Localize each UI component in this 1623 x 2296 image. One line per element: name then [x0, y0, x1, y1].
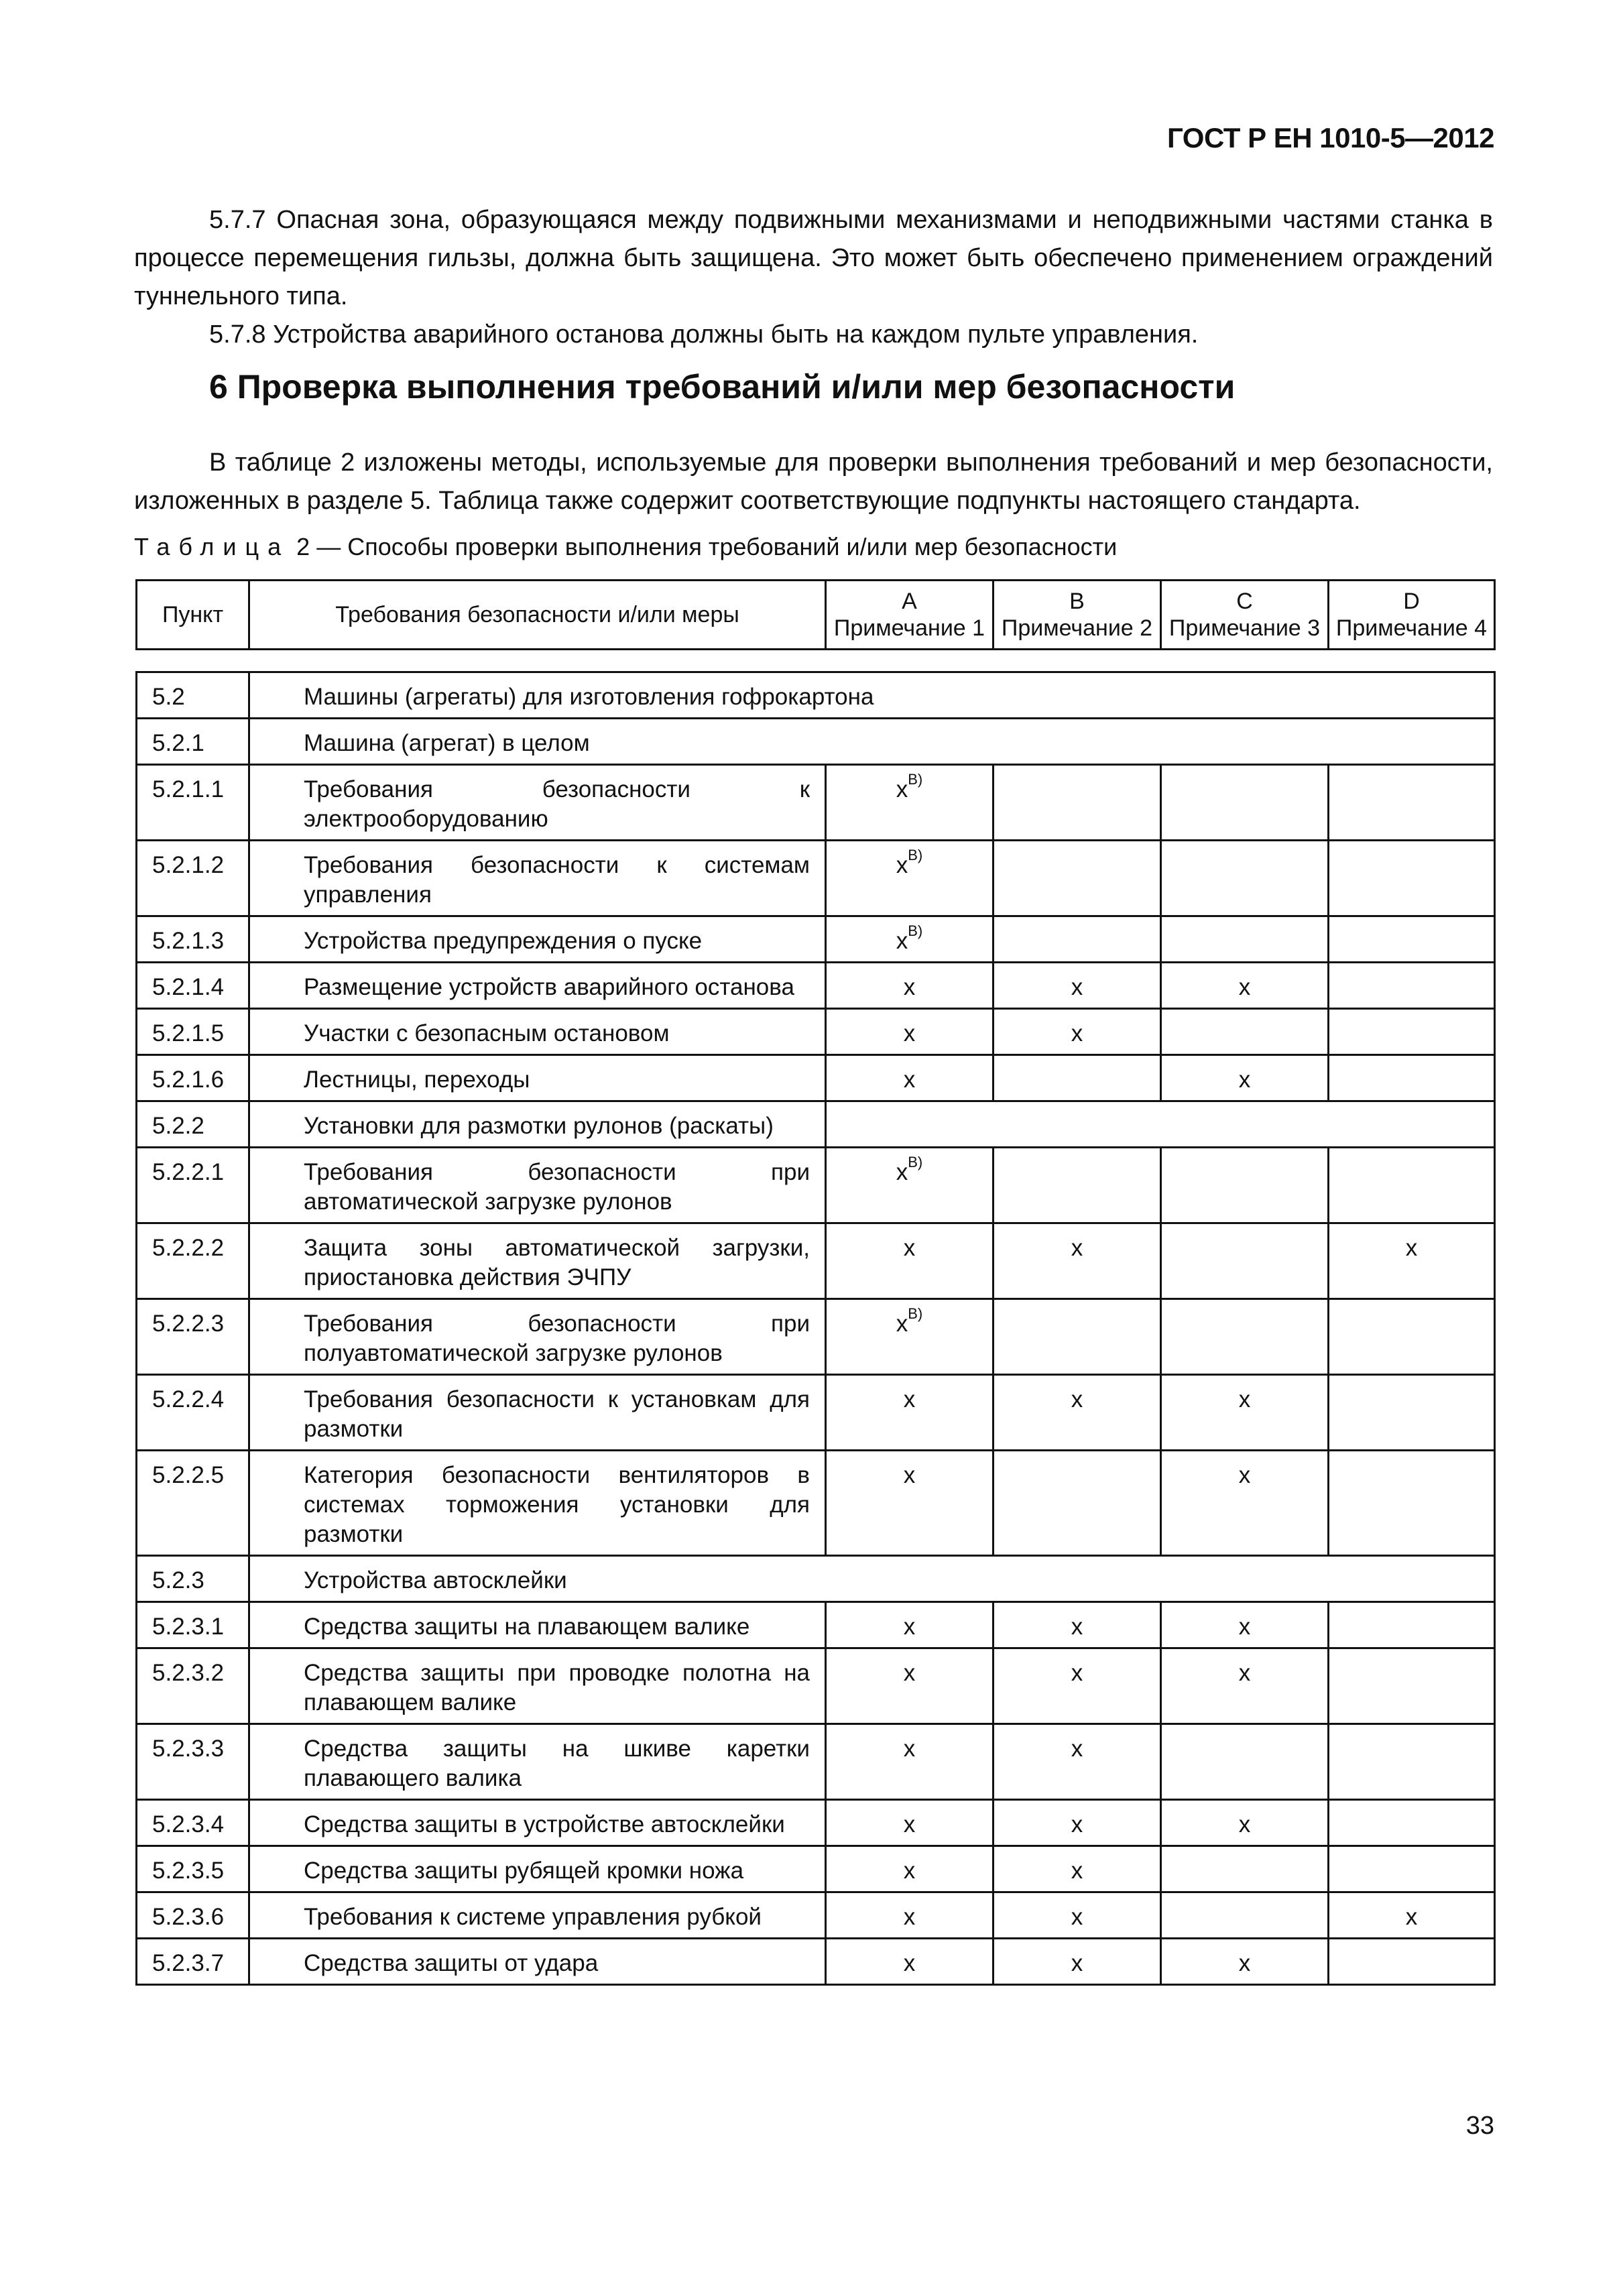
mark-b: x: [994, 1375, 1161, 1451]
mark-c: x: [1161, 1939, 1329, 1985]
table-row: [137, 1556, 1495, 1602]
mark-letter: x: [896, 928, 908, 954]
mark-c: [1161, 841, 1329, 916]
row-requirement: Устройства предупреждения о пуске: [249, 916, 826, 963]
mark-c: [1161, 1299, 1329, 1375]
mark-b: [994, 765, 1161, 841]
mark-letter: x: [896, 1311, 908, 1337]
mark-a: x: [826, 1800, 994, 1846]
mark-b: x: [994, 1602, 1161, 1648]
paragraph-5-7-8: 5.7.8 Устройства аварийного останова должны быть на каждом пульте управления.: [209, 320, 1199, 349]
page-number: 33: [1465, 2112, 1494, 2140]
table-row: [137, 1602, 1495, 1648]
mark-c: x: [1161, 963, 1329, 1009]
row-number: 5.2.3.5: [137, 1846, 249, 1892]
mark-c: x: [1161, 1055, 1329, 1101]
row-number: 5.2.1.1: [137, 765, 249, 841]
header-col-b-letter: B: [1069, 589, 1085, 614]
row-requirement: Требования безопасности при автоматической загрузке рулонов: [249, 1148, 826, 1223]
row-number: 5.2.1.4: [137, 963, 249, 1009]
mark-b: [994, 1055, 1161, 1101]
mark-c: x: [1161, 1375, 1329, 1451]
row-group-title: Машины (агрегаты) для изготовления гофрокартона: [249, 672, 1495, 719]
mark-c: [1161, 1223, 1329, 1299]
header-col-b: [994, 581, 1161, 650]
mark-d: [1329, 916, 1495, 963]
table-row: [137, 1055, 1495, 1101]
mark-d: [1329, 1939, 1495, 1985]
mark-a: x: [826, 1009, 994, 1055]
table-row: [137, 1101, 1495, 1148]
mark-c: [1161, 765, 1329, 841]
table-row: [137, 916, 1495, 963]
table-row: [137, 1451, 1495, 1556]
row-requirement: Требования безопасности при полуавтоматической загрузке рулонов: [249, 1299, 826, 1375]
mark-d: x: [1329, 1892, 1495, 1939]
mark-footnote: B): [908, 1305, 923, 1323]
row-number: 5.2.1.5: [137, 1009, 249, 1055]
row-requirement: Размещение устройств аварийного останова: [249, 963, 826, 1009]
table-row: [137, 719, 1495, 765]
row-number: 5.2.2.4: [137, 1375, 249, 1451]
row-number: 5.2.1.6: [137, 1055, 249, 1101]
separator-cell: [137, 650, 1495, 672]
row-requirement: Требования к системе управления рубкой: [249, 1892, 826, 1939]
row-group-title: Машина (агрегат) в целом: [249, 719, 1495, 765]
mark-c: [1161, 1148, 1329, 1223]
row-requirement: Средства защиты от удара: [249, 1939, 826, 1985]
row-requirement: Средства защиты рубящей кромки ножа: [249, 1846, 826, 1892]
intro-text: [134, 201, 1493, 354]
mark-d: [1329, 1055, 1495, 1101]
mark-a: x: [826, 1939, 994, 1985]
mark-b: x: [994, 1800, 1161, 1846]
mark-b: x: [994, 1939, 1161, 1985]
paragraph-5-7-7: 5.7.7 Опасная зона, образующаяся между подвижными механизмами и неподвижными частями станка в процессе перемещения гильзы, должна быть защищена. Это может быть обеспечено применением ограждений туннельного типа.: [134, 206, 1493, 310]
table-row: [137, 765, 1495, 841]
header-col-c-note: Примечание 3: [1168, 615, 1321, 641]
mark-a: x: [826, 1724, 994, 1800]
mark-a: [826, 916, 994, 963]
mark-b: [994, 1148, 1161, 1223]
mark-a: x: [826, 1223, 994, 1299]
header-col-c-letter: C: [1236, 589, 1253, 614]
table-row: [137, 1846, 1495, 1892]
standard-code: ГОСТ Р ЕН 1010-5—2012: [1167, 122, 1494, 154]
mark-a: [826, 841, 994, 916]
row-number: 5.2.3.4: [137, 1800, 249, 1846]
row-group-title: Установки для размотки рулонов (раскаты): [249, 1101, 826, 1148]
row-number: 5.2.2.3: [137, 1299, 249, 1375]
table-caption-word: Таблица: [134, 533, 290, 560]
row-empty-span: [826, 1101, 1495, 1148]
mark-b: x: [994, 1724, 1161, 1800]
header-col-d-note: Примечание 4: [1335, 615, 1488, 641]
mark-d: [1329, 841, 1495, 916]
mark-c: [1161, 1009, 1329, 1055]
mark-d: [1329, 1602, 1495, 1648]
mark-d: x: [1329, 1223, 1495, 1299]
table-row: [137, 1800, 1495, 1846]
mark-b: x: [994, 963, 1161, 1009]
row-requirement: Средства защиты при проводке полотна на плавающем валике: [249, 1648, 826, 1724]
mark-letter: x: [896, 1159, 908, 1185]
mark-d: [1329, 1299, 1495, 1375]
mark-c: [1161, 1724, 1329, 1800]
row-number: 5.2.2.1: [137, 1148, 249, 1223]
table-row: [137, 1375, 1495, 1451]
section-paragraph: В таблице 2 изложены методы, используемые для проверки выполнения требований и мер безопасности, изложенных в разделе 5. Таблица также содержит соответствующие подпункты настоящего стандарта.: [134, 448, 1493, 515]
header-col-b-note: Примечание 2: [1001, 615, 1153, 641]
row-number: 5.2.3.7: [137, 1939, 249, 1985]
mark-b: [994, 1451, 1161, 1556]
section-title: 6 Проверка выполнения требований и/или мер безопасности: [209, 368, 1236, 406]
row-number: 5.2.3.2: [137, 1648, 249, 1724]
mark-d: [1329, 1148, 1495, 1223]
mark-d: [1329, 963, 1495, 1009]
table-row: [137, 1939, 1495, 1985]
header-col-d-letter: D: [1403, 589, 1420, 614]
row-number: 5.2.1.2: [137, 841, 249, 916]
mark-c: [1161, 1846, 1329, 1892]
table-row: [137, 1148, 1495, 1223]
header-separator: [137, 650, 1495, 672]
table-row: [137, 1648, 1495, 1724]
row-requirement: Требования безопасности к системам управления: [249, 841, 826, 916]
header-item: Пункт: [137, 581, 249, 650]
mark-b: x: [994, 1009, 1161, 1055]
mark-b: [994, 841, 1161, 916]
row-number: 5.2.3: [137, 1556, 249, 1602]
mark-a: x: [826, 1375, 994, 1451]
row-requirement: Категория безопасности вентиляторов в системах торможения установки для размотки: [249, 1451, 826, 1556]
header-requirements: Требования безопасности и/или меры: [249, 581, 826, 650]
mark-c: x: [1161, 1800, 1329, 1846]
mark-footnote: B): [908, 1154, 923, 1171]
mark-b: x: [994, 1223, 1161, 1299]
mark-d: [1329, 1724, 1495, 1800]
table-caption-text: 2 — Способы проверки выполнения требований и/или мер безопасности: [296, 533, 1118, 560]
mark-a: x: [826, 1892, 994, 1939]
row-requirement: Требования безопасности к электрооборудованию: [249, 765, 826, 841]
mark-b: x: [994, 1846, 1161, 1892]
table-header-row: [137, 581, 1495, 650]
row-requirement: Средства защиты на плавающем валике: [249, 1602, 826, 1648]
mark-a: [826, 1148, 994, 1223]
header-col-d: [1329, 581, 1495, 650]
mark-c: [1161, 916, 1329, 963]
row-number: 5.2.1.3: [137, 916, 249, 963]
table-row: [137, 1892, 1495, 1939]
mark-letter: x: [896, 852, 908, 878]
row-requirement: Защита зоны автоматической загрузки, приостановка действия ЭЧПУ: [249, 1223, 826, 1299]
table-caption: [134, 533, 1117, 561]
header-col-a: [826, 581, 994, 650]
mark-a: x: [826, 1055, 994, 1101]
mark-a: x: [826, 1451, 994, 1556]
mark-a: x: [826, 1602, 994, 1648]
mark-c: [1161, 1892, 1329, 1939]
row-number: 5.2.2: [137, 1101, 249, 1148]
row-requirement: Требования безопасности к установкам для размотки: [249, 1375, 826, 1451]
mark-d: [1329, 1846, 1495, 1892]
header-col-c: [1161, 581, 1329, 650]
mark-c: x: [1161, 1648, 1329, 1724]
mark-footnote: B): [908, 847, 923, 864]
row-group-title: Устройства автосклейки: [249, 1556, 1495, 1602]
row-number: 5.2: [137, 672, 249, 719]
table-row: [137, 841, 1495, 916]
table-row: [137, 672, 1495, 719]
row-number: 5.2.3.6: [137, 1892, 249, 1939]
mark-a: x: [826, 1846, 994, 1892]
row-number: 5.2.2.5: [137, 1451, 249, 1556]
mark-b: [994, 916, 1161, 963]
mark-d: [1329, 765, 1495, 841]
mark-b: x: [994, 1892, 1161, 1939]
mark-d: [1329, 1375, 1495, 1451]
row-number: 5.2.2.2: [137, 1223, 249, 1299]
table-row: [137, 1223, 1495, 1299]
table-row: [137, 1299, 1495, 1375]
table-row: [137, 963, 1495, 1009]
mark-b: x: [994, 1648, 1161, 1724]
mark-a: x: [826, 963, 994, 1009]
mark-d: [1329, 1451, 1495, 1556]
mark-c: x: [1161, 1602, 1329, 1648]
row-number: 5.2.1: [137, 719, 249, 765]
mark-a: x: [826, 1648, 994, 1724]
table-row: [137, 1009, 1495, 1055]
mark-footnote: B): [908, 922, 923, 940]
row-number: 5.2.3.3: [137, 1724, 249, 1800]
mark-a: [826, 765, 994, 841]
mark-letter: x: [896, 776, 908, 802]
mark-d: [1329, 1648, 1495, 1724]
header-col-a-note: Примечание 1: [833, 615, 985, 641]
verification-table: [135, 579, 1496, 1986]
row-requirement: Средства защиты в устройстве автосклейки: [249, 1800, 826, 1846]
mark-c: x: [1161, 1451, 1329, 1556]
row-requirement: Лестницы, переходы: [249, 1055, 826, 1101]
header-col-a-letter: A: [902, 589, 917, 614]
row-requirement: Участки с безопасным остановом: [249, 1009, 826, 1055]
mark-d: [1329, 1009, 1495, 1055]
row-number: 5.2.3.1: [137, 1602, 249, 1648]
row-requirement: Средства защиты на шкиве каретки плавающего валика: [249, 1724, 826, 1800]
table-row: [137, 1724, 1495, 1800]
mark-a: [826, 1299, 994, 1375]
mark-footnote: B): [908, 771, 923, 788]
mark-b: [994, 1299, 1161, 1375]
mark-d: [1329, 1800, 1495, 1846]
